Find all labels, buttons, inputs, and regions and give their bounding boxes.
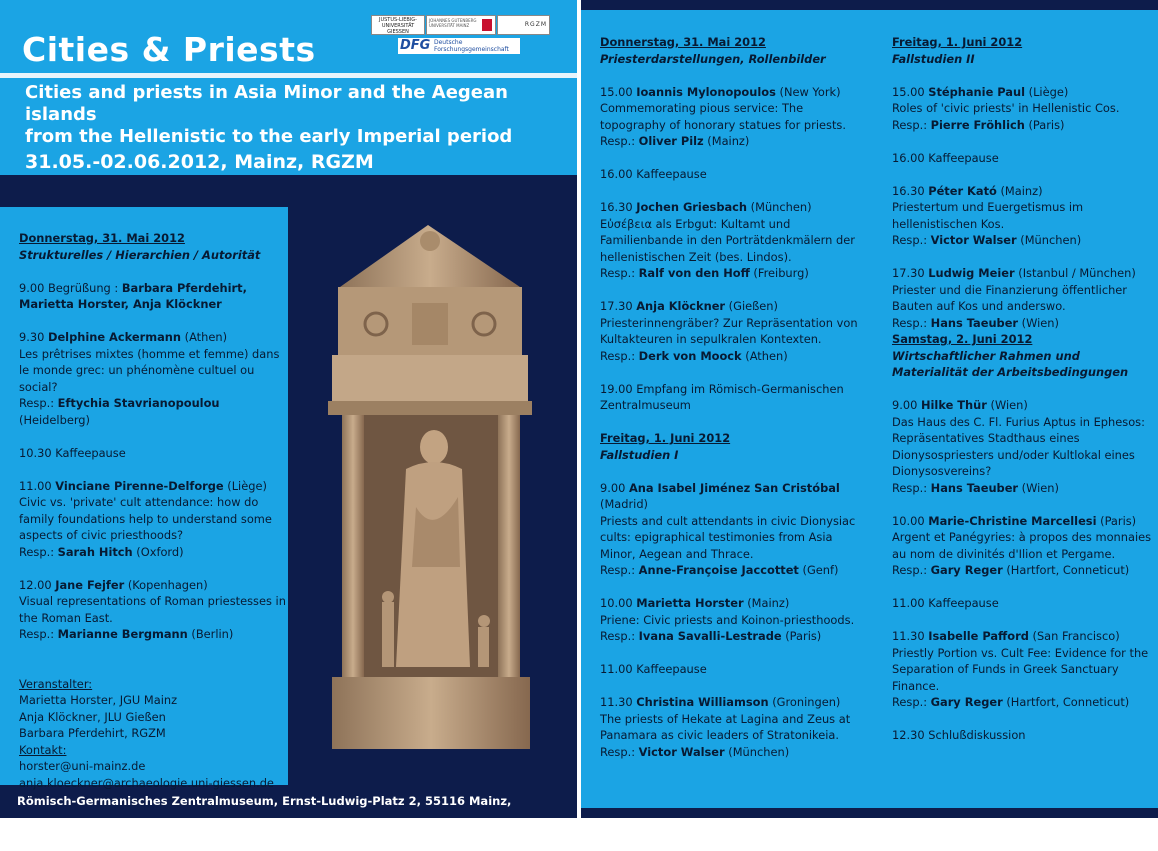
speaker-name: Marie-Christine Marcellesi (928, 513, 1097, 528)
speaker-place: (Mainz) (996, 183, 1043, 198)
resp-place: (Paris) (781, 629, 822, 643)
resp-name: Pierre Fröhlich (930, 117, 1025, 132)
day-heading: Freitag, 1. Juni 2012 (892, 35, 1023, 49)
speaker-name: Ludwig Meier (928, 266, 1015, 280)
speaker-place: (Kopenhagen) (124, 577, 208, 592)
speaker-place: (Groningen) (768, 695, 841, 709)
resp-name: Victor Walser (638, 744, 725, 759)
resp-name: Gary Reger (930, 695, 1003, 709)
dfg-logo-line2: Forschungsgemeinschaft (434, 46, 509, 53)
dfg-logo (398, 38, 520, 54)
item-time: 10.30 Kaffeepause (19, 445, 126, 460)
day-heading: Donnerstag, 31. Mai 2012 (19, 231, 185, 245)
speaker-name: Anja Klöckner (636, 299, 726, 313)
dfg-logo-text (434, 39, 509, 53)
speaker-place: (San Francisco) (1028, 629, 1120, 643)
item-time: 16.00 Kaffeepause (892, 150, 999, 165)
item-time: 11.00 (19, 478, 56, 493)
program-item (892, 595, 1154, 612)
resp-name: Hans Taeuber (930, 480, 1019, 495)
speaker-place: (Liège) (223, 478, 267, 493)
program-item (892, 513, 1154, 579)
program-item (19, 329, 287, 428)
speaker-place: (Liège) (1025, 84, 1069, 99)
jgu-logo-mark (482, 19, 492, 31)
speaker-name: Delphine Ackermann (47, 330, 181, 344)
speaker-place: (Gießen) (725, 299, 778, 313)
title-divider (0, 73, 577, 78)
rgzm-logo: RGZM (497, 15, 550, 35)
talk-title: The priests of Hekate at Lagina and Zeus at Panamara as civic leaders of Stratonikeia. (600, 711, 851, 742)
item-time: 15.00 (892, 84, 929, 99)
talk-title: Priene: Civic priests and Koinon-priesthoods. (600, 612, 855, 627)
talk-title: Roles of 'civic priests' in Hellenistic Cos. (892, 101, 1120, 115)
item-time: 16.30 (892, 183, 929, 198)
resp-name: Ralf von den Hoff (638, 266, 750, 280)
speaker-name: Ana Isabel Jiménez San Cristóbal (628, 480, 840, 495)
resp-label: Resp.: (600, 629, 639, 643)
talk-title: Priesterinnengräber? Zur Repräsentation von Kultakteuren in sepulkralen Kontexten. (600, 315, 858, 346)
speaker-name: Hilke Thür (920, 398, 987, 412)
talk-title: Argent et Panégyries: à propos des monnaies au nom de divinités d'Ilion et Pergame. (892, 530, 1152, 561)
resp-label: Resp.: (892, 563, 931, 577)
resp-place: (Oxford) (132, 544, 184, 559)
item-time: 9.00 Begrüßung : (19, 280, 122, 295)
speaker-name: Barbara Pferdehirt, Marietta Horster, Anja Klöckner (19, 280, 247, 311)
jlu-logo: JUSTUS-LIEBIG-UNIVERSITÄT GIESSEN (371, 15, 425, 35)
item-time: 17.30 (600, 299, 637, 313)
speaker-name: Marietta Horster (636, 596, 744, 610)
item-time: 19.00 Empfang im Römisch-Germanischen Zentralmuseum (600, 381, 844, 412)
program-item (892, 727, 1154, 744)
session-title: Fallstudien I (600, 447, 679, 462)
item-time: 11.00 Kaffeepause (600, 662, 707, 676)
day1-program (19, 230, 287, 791)
speaker-place: (München) (747, 200, 812, 214)
organizer-name: Barbara Pferdehirt, RGZM (19, 726, 166, 740)
resp-label: Resp.: (892, 233, 931, 247)
organizers-block (19, 676, 287, 792)
organizer-name: Anja Klöckner, JLU Gießen (19, 709, 166, 724)
program-item (19, 577, 287, 643)
program-item (19, 280, 287, 313)
resp-label: Resp.: (19, 627, 58, 641)
day-heading: Donnerstag, 31. Mai 2012 (600, 35, 766, 49)
program-item (19, 478, 287, 561)
program-item (19, 445, 287, 462)
day-heading: Freitag, 1. Juni 2012 (600, 431, 731, 445)
resp-label: Resp.: (892, 480, 931, 495)
talk-title: Εὐσέβεια als Erbgut: Kultamt und Familienbande in den Porträtdenkmälern der hellenistischen Zeit (bes. Lindos). (600, 216, 855, 264)
resp-label: Resp.: (600, 134, 639, 148)
talk-title: Civic vs. 'private' cult attendance: how do family foundations help to understand some aspects of civic priesthoods? (19, 495, 272, 542)
resp-place: (Athen) (741, 348, 788, 363)
resp-name: Ivana Savalli-Lestrade (638, 629, 782, 643)
item-time: 15.00 (600, 84, 637, 99)
session-title: Priesterdarstellungen, Rollenbilder (600, 51, 826, 66)
resp-name: Sarah Hitch (57, 544, 133, 559)
resp-label: Resp.: (600, 266, 639, 280)
resp-place: (Genf) (798, 563, 839, 577)
speaker-name: Jane Fejfer (55, 577, 125, 592)
resp-place: (Hartfort, Conneticut) (1002, 563, 1130, 577)
program-item (892, 183, 1154, 249)
speaker-name: Isabelle Pafford (928, 629, 1029, 643)
item-time: 11.30 (600, 695, 637, 709)
dfg-logo-mark: DFG (400, 38, 431, 53)
talk-title: Les prêtrises mixtes (homme et femme) dans le monde grec: un phénomène cultuel ou social? (19, 346, 280, 394)
speaker-name: Ioannis Mylonopoulos (636, 84, 776, 99)
resp-place: (München) (1016, 233, 1082, 247)
item-time: 9.00 (600, 480, 629, 495)
contact-label: Kontakt: (19, 742, 67, 757)
page-title: Cities & Priests (22, 30, 316, 69)
flyer-front-page (0, 0, 577, 841)
resp-place: (Heidelberg) (19, 412, 90, 427)
item-time: 9.30 (19, 330, 48, 344)
flyer-program-page (581, 0, 1158, 818)
item-time: 12.00 (19, 577, 56, 592)
dfg-logo-line1: Deutsche (434, 39, 463, 46)
item-time: 16.30 (600, 200, 637, 214)
day-heading: Samstag, 2. Juni 2012 (892, 332, 1033, 346)
resp-place: (Freiburg) (749, 266, 809, 280)
speaker-place: (Athen) (181, 330, 228, 344)
session-title: Fallstudien II (892, 51, 975, 66)
resp-label: Resp.: (600, 563, 639, 577)
item-time: 9.00 (892, 398, 921, 412)
program-item (600, 199, 870, 282)
program-item (600, 595, 870, 645)
speaker-name: Christina Williamson (636, 695, 769, 709)
program-item (600, 84, 870, 150)
program-item (600, 661, 870, 678)
resp-label: Resp.: (19, 396, 58, 410)
resp-place: (Hartfort, Conneticut) (1002, 695, 1130, 709)
program-column-middle (600, 34, 870, 777)
item-time: 16.00 Kaffeepause (600, 167, 707, 181)
subtitle-line: Cities and priests in Asia Minor and the Aegean islands (25, 82, 508, 125)
resp-label: Resp.: (19, 544, 58, 559)
speaker-name: Vinciane Pirenne-Delforge (55, 478, 224, 493)
session-title: Wirtschaftlicher Rahmen und Materialität der Arbeitsbedingungen (892, 348, 1129, 379)
program-item (892, 628, 1154, 711)
program-item (892, 150, 1154, 167)
resp-place: (München) (724, 744, 790, 759)
talk-title: Visual representations of Roman priestesses in the Roman East. (19, 594, 286, 625)
speaker-name: Péter Kató (928, 183, 997, 198)
item-time: 10.00 (600, 596, 637, 610)
resp-name: Victor Walser (930, 233, 1017, 247)
talk-title: Priestertum und Euergetismus im hellenistischen Kos. (892, 200, 1084, 231)
program-item (600, 381, 870, 414)
resp-place: (Paris) (1024, 117, 1065, 132)
grave-stele-illustration (288, 207, 577, 785)
talk-title: Commemorating pious service: The topography of honorary statues for priests. (600, 101, 846, 132)
resp-label: Resp.: (892, 117, 931, 132)
resp-place: (Mainz) (703, 134, 750, 148)
speaker-place: (Wien) (986, 398, 1028, 412)
resp-label: Resp.: (892, 315, 931, 330)
subtitle (25, 82, 565, 173)
jgu-logo-text: JOHANNES GUTENBERG UNIVERSITÄT MAINZ (429, 18, 477, 28)
resp-name: Oliver Pilz (638, 134, 704, 148)
resp-label: Resp.: (892, 695, 931, 709)
talk-title: Priests and cult attendants in civic Dionysiac cults: epigraphical testimonies from Asia Minor, Aegean and Thrace. (600, 513, 856, 561)
item-time: 11.00 Kaffeepause (892, 596, 999, 610)
contact-email[interactable]: horster@uni-mainz.de (19, 759, 146, 773)
talk-title: Priestly Portion vs. Cult Fee: Evidence for the Separation of Funds in Greek Sanctuary Finance. (892, 645, 1149, 693)
resp-place: (Berlin) (187, 627, 234, 641)
program-item (600, 166, 870, 183)
resp-name: Marianne Bergmann (57, 627, 188, 641)
resp-name: Hans Taeuber (930, 315, 1019, 330)
speaker-name: Jochen Griesbach (636, 200, 748, 214)
venue-footer: Römisch-Germanisches Zentralmuseum, Ernst-Ludwig-Platz 2, 55116 Mainz, Vortragsraum (17, 794, 512, 841)
event-date-line: 31.05.-02.06.2012, Mainz, RGZM (25, 151, 374, 173)
resp-name: Derk von Moock (638, 348, 742, 363)
speaker-place: (New York) (775, 84, 841, 99)
program-item (892, 397, 1154, 496)
talk-title: Priester und die Finanzierung öffentlicher Bauten auf Kos und anderswo. (892, 282, 1127, 313)
speaker-place: (Mainz) (743, 596, 790, 610)
organizers-label: Veranstalter: (19, 676, 93, 691)
resp-place: (Wien) (1018, 315, 1059, 330)
item-time: 10.00 (892, 513, 929, 528)
speaker-name: Stéphanie Paul (928, 84, 1026, 99)
program-column-right (892, 34, 1154, 760)
program-item (892, 84, 1154, 134)
resp-name: Gary Reger (930, 563, 1003, 577)
stele-image (288, 207, 577, 785)
item-time: 17.30 (892, 266, 929, 280)
item-time: 12.30 Schlußdiskussion (892, 728, 1026, 742)
talk-title: Das Haus des C. Fl. Furius Aptus in Ephesos: Repräsentatives Stadthaus eines Dionysospriesters und/oder Kultlokal eines Dionysosvereins? (892, 414, 1145, 478)
item-time: 11.30 (892, 629, 929, 643)
speaker-place: (Paris) (1096, 513, 1137, 528)
jgu-logo (426, 15, 496, 35)
program-item (600, 480, 870, 579)
resp-name: Anne-Françoise Jaccottet (638, 563, 799, 577)
resp-label: Resp.: (600, 744, 639, 759)
contact-email[interactable]: anja.kloeckner@archaeologie.uni-giessen.de (19, 775, 274, 790)
subtitle-line: from the Hellenistic to the early Imperial period (25, 126, 513, 147)
resp-place: (Wien) (1018, 480, 1059, 495)
program-item (600, 298, 870, 364)
organizer-name: Marietta Horster, JGU Mainz (19, 693, 178, 707)
program-item (892, 265, 1154, 331)
speaker-place: (Madrid) (600, 497, 649, 511)
resp-name: Eftychia Stavrianopoulou (57, 396, 220, 410)
speaker-place: (Istanbul / München) (1014, 266, 1136, 280)
session-title: Strukturelles / Hierarchien / Autorität (19, 247, 261, 262)
resp-label: Resp.: (600, 348, 639, 363)
program-item (600, 694, 870, 760)
